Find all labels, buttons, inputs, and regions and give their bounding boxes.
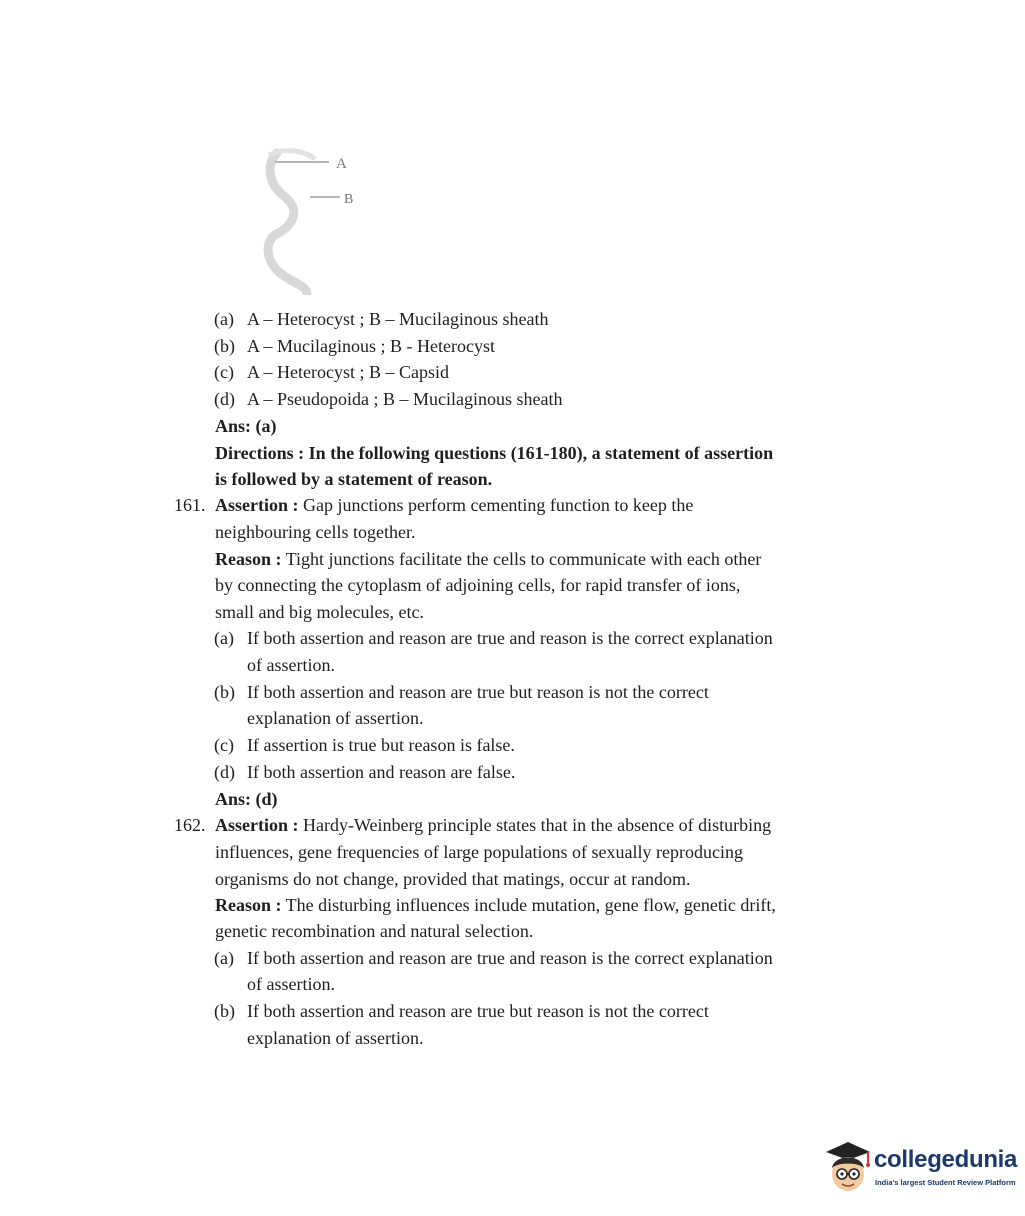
q162-assertion-cont-1: influences, gene frequencies of large populations of sexually reproducing bbox=[215, 842, 743, 862]
mascot-icon bbox=[822, 1138, 874, 1198]
q160-option-d bbox=[214, 386, 562, 412]
q162-option-b-cont: explanation of assertion. bbox=[247, 1028, 424, 1048]
q161-option-a bbox=[214, 625, 773, 651]
option-label: (a) bbox=[214, 948, 234, 968]
q161-option-b bbox=[214, 679, 709, 705]
assertion-label: Assertion : bbox=[215, 815, 299, 835]
option-text: A – Pseudopoida ; B – Mucilaginous sheath bbox=[247, 389, 563, 409]
question-number: 162. bbox=[174, 815, 206, 835]
q160-option-c bbox=[214, 359, 449, 385]
q162-option-a bbox=[214, 945, 773, 971]
option-label: (d) bbox=[214, 762, 235, 782]
q162-option-b bbox=[214, 998, 709, 1024]
assertion-text: Gap junctions perform cementing function to keep the bbox=[298, 495, 694, 515]
q162-reason-cont: genetic recombination and natural selection. bbox=[215, 921, 534, 941]
q160-answer: Ans: (a) bbox=[215, 416, 277, 436]
option-label: (d) bbox=[214, 389, 235, 409]
option-text: A – Heterocyst ; B – Mucilaginous sheath bbox=[247, 309, 549, 329]
option-text: If both assertion and reason are true and reason is the correct explanation bbox=[247, 948, 773, 968]
q161-reason bbox=[215, 546, 761, 572]
option-text: If assertion is true but reason is false. bbox=[247, 735, 515, 755]
option-label: (c) bbox=[214, 735, 234, 755]
option-text: If both assertion and reason are false. bbox=[247, 762, 516, 782]
figure-label-b: B bbox=[344, 192, 354, 207]
option-label: (c) bbox=[214, 362, 234, 382]
option-text: If both assertion and reason are true but reason is not the correct bbox=[247, 1001, 709, 1021]
q161-assertion bbox=[174, 492, 694, 518]
q160-option-a bbox=[214, 306, 548, 332]
question-number: 161. bbox=[174, 495, 206, 515]
logo-name: collegedunia bbox=[874, 1146, 1018, 1173]
reason-label: Reason : bbox=[215, 549, 282, 569]
q160-option-b bbox=[214, 333, 495, 359]
cyanobacteria-figure bbox=[255, 135, 375, 295]
assertion-label: Assertion : bbox=[215, 495, 299, 515]
logo-tagline: India's largest Student Review Platform bbox=[875, 1178, 1016, 1187]
directions-line-2: is followed by a statement of reason. bbox=[215, 469, 493, 489]
option-label: (b) bbox=[214, 336, 235, 356]
figure-label-a: A bbox=[336, 156, 347, 172]
reason-text: The disturbing influences include mutation, gene flow, genetic drift, bbox=[281, 895, 776, 915]
q161-assertion-cont: neighbouring cells together. bbox=[215, 522, 416, 542]
directions-line-1: Directions : In the following questions (161-180), a statement of assertion bbox=[215, 443, 774, 463]
q162-assertion bbox=[174, 812, 772, 838]
option-label: (a) bbox=[214, 628, 234, 648]
q162-option-a-cont: of assertion. bbox=[247, 974, 335, 994]
q162-assertion-cont-2: organisms do not change, provided that matings, occur at random. bbox=[215, 869, 691, 889]
option-label: (b) bbox=[214, 682, 235, 702]
option-label: (b) bbox=[214, 1001, 235, 1021]
q161-option-a-cont: of assertion. bbox=[247, 655, 335, 675]
q161-reason-cont-1: by connecting the cytoplasm of adjoining cells, for rapid transfer of ions, bbox=[215, 575, 741, 595]
option-text: If both assertion and reason are true but reason is not the correct bbox=[247, 682, 709, 702]
reason-label: Reason : bbox=[215, 895, 282, 915]
option-text: A – Mucilaginous ; B - Heterocyst bbox=[247, 336, 495, 356]
q161-reason-cont-2: small and big molecules, etc. bbox=[215, 602, 424, 622]
option-label: (a) bbox=[214, 309, 234, 329]
option-text: If both assertion and reason are true and reason is the correct explanation bbox=[247, 628, 773, 648]
option-text: A – Heterocyst ; B – Capsid bbox=[247, 362, 449, 382]
q161-answer: Ans: (d) bbox=[215, 789, 278, 809]
q162-reason bbox=[215, 892, 776, 918]
collegedunia-logo bbox=[822, 1138, 1017, 1198]
q161-option-c bbox=[214, 732, 515, 758]
assertion-text: Hardy-Weinberg principle states that in the absence of disturbing bbox=[298, 815, 772, 835]
q161-option-b-cont: explanation of assertion. bbox=[247, 708, 424, 728]
reason-text: Tight junctions facilitate the cells to communicate with each other bbox=[281, 549, 762, 569]
q161-option-d bbox=[214, 759, 515, 785]
